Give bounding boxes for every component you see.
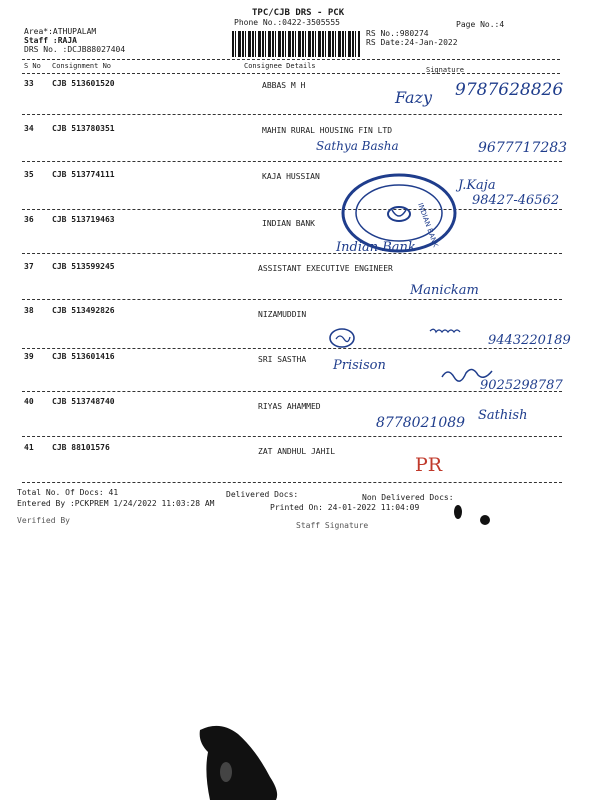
row-consignment: CJB 513492826	[52, 306, 115, 315]
row-signature-phone: PR	[415, 454, 443, 476]
row-consignee: ABBAS M H	[262, 81, 306, 90]
row-sno: 37	[24, 262, 34, 271]
row-sno: 34	[24, 124, 34, 133]
row-consignee: KAJA HUSSIAN	[262, 172, 320, 181]
row-signature-name: Sathya Basha	[316, 139, 399, 153]
document-title: TPC/CJB DRS - PCK	[252, 8, 345, 18]
stamp-text: INDIAN BANK	[416, 201, 440, 249]
verified-by: Verified By	[17, 516, 70, 525]
row-consignee: RIYAS AHAMMED	[258, 402, 321, 411]
row-sno: 39	[24, 352, 34, 361]
entered-by: Entered By :PCKPREM 1/24/2022 11:03:28 AM	[17, 499, 215, 508]
row-consignment: CJB 513601520	[52, 79, 115, 88]
row-consignment: CJB 513748740	[52, 397, 115, 406]
delivered-docs: Delivered Docs:	[226, 490, 299, 499]
row-sno: 33	[24, 79, 34, 88]
ink-blot	[450, 502, 500, 532]
rs-date: RS Date:24-Jan-2022	[366, 38, 458, 47]
row-sno: 38	[24, 306, 34, 315]
row-sno: 35	[24, 170, 34, 179]
row-signature-phone: 8778021089	[376, 415, 466, 431]
printed-on: Printed On: 24-01-2022 11:04:09	[270, 503, 420, 512]
staff-label: Staff :RAJA	[24, 36, 77, 45]
row-consignment: CJB 88101576	[52, 443, 110, 452]
col-sno-header: S No	[24, 62, 41, 70]
row-sno: 41	[24, 443, 34, 452]
total-docs: Total No. Of Docs: 41	[17, 488, 119, 497]
row-signature-name: Manickam	[410, 283, 479, 298]
page-number: Page No.:4	[456, 20, 505, 29]
row-signature-phone: 9787628826	[455, 80, 564, 100]
scan-shadow	[190, 722, 290, 800]
row-signature-phone: 9025298787	[480, 378, 563, 393]
indian-bank-stamp-icon	[336, 170, 462, 256]
row-consignee: MAHIN RURAL HOUSING FIN LTD	[262, 126, 393, 135]
row-consignment: CJB 513601416	[52, 352, 115, 361]
drs-number: DRS No. :DCJB88027404	[24, 45, 126, 54]
row-signature-name: J.Kaja	[458, 178, 496, 193]
row-signature-phone: 98427-46562	[472, 193, 560, 208]
row-consignment: CJB 513780351	[52, 124, 115, 133]
row-signature-name: Fazy	[395, 88, 433, 107]
row-consignee: ZAT ANDHUL JAHIL	[258, 447, 336, 456]
row-consignee: INDIAN BANK	[262, 219, 315, 228]
rs-number: RS No.:980274	[366, 29, 429, 38]
non-delivered-docs: Non Delivered Docs:	[362, 493, 454, 502]
row-sno: 40	[24, 397, 34, 406]
col-consignment-header: Consignment No	[52, 62, 112, 70]
col-signature-header: Signature	[426, 66, 464, 74]
row-consignee: ASSISTANT EXECUTIVE ENGINEER	[258, 264, 393, 273]
phone-number: Phone No.:0422-3505555	[234, 18, 340, 27]
row-sno: 36	[24, 215, 34, 224]
row-consignment: CJB 513774111	[52, 170, 115, 179]
col-consignee-header: Consignee Details	[244, 62, 316, 70]
row-signature-phone: 9443220189	[488, 333, 571, 348]
area-label: Area*:ATHUPALAM	[24, 27, 97, 36]
row-consignment: CJB 513599245	[52, 262, 115, 271]
row-consignee: NIZAMUDDIN	[258, 310, 307, 319]
barcode	[232, 31, 360, 57]
row-signature-name: Prisison	[333, 358, 386, 373]
signature-scribble	[438, 365, 498, 387]
row-signature-name: Sathish	[478, 408, 528, 423]
signature-scribble	[326, 323, 476, 353]
row-signature-phone: 9677717283	[478, 140, 568, 156]
row-consignee: SRI SASTHA	[258, 355, 307, 364]
row-consignment: CJB 513719463	[52, 215, 115, 224]
staff-signature-label: Staff Signature	[296, 521, 369, 530]
row-signature-name: Indian Bank	[336, 240, 416, 255]
